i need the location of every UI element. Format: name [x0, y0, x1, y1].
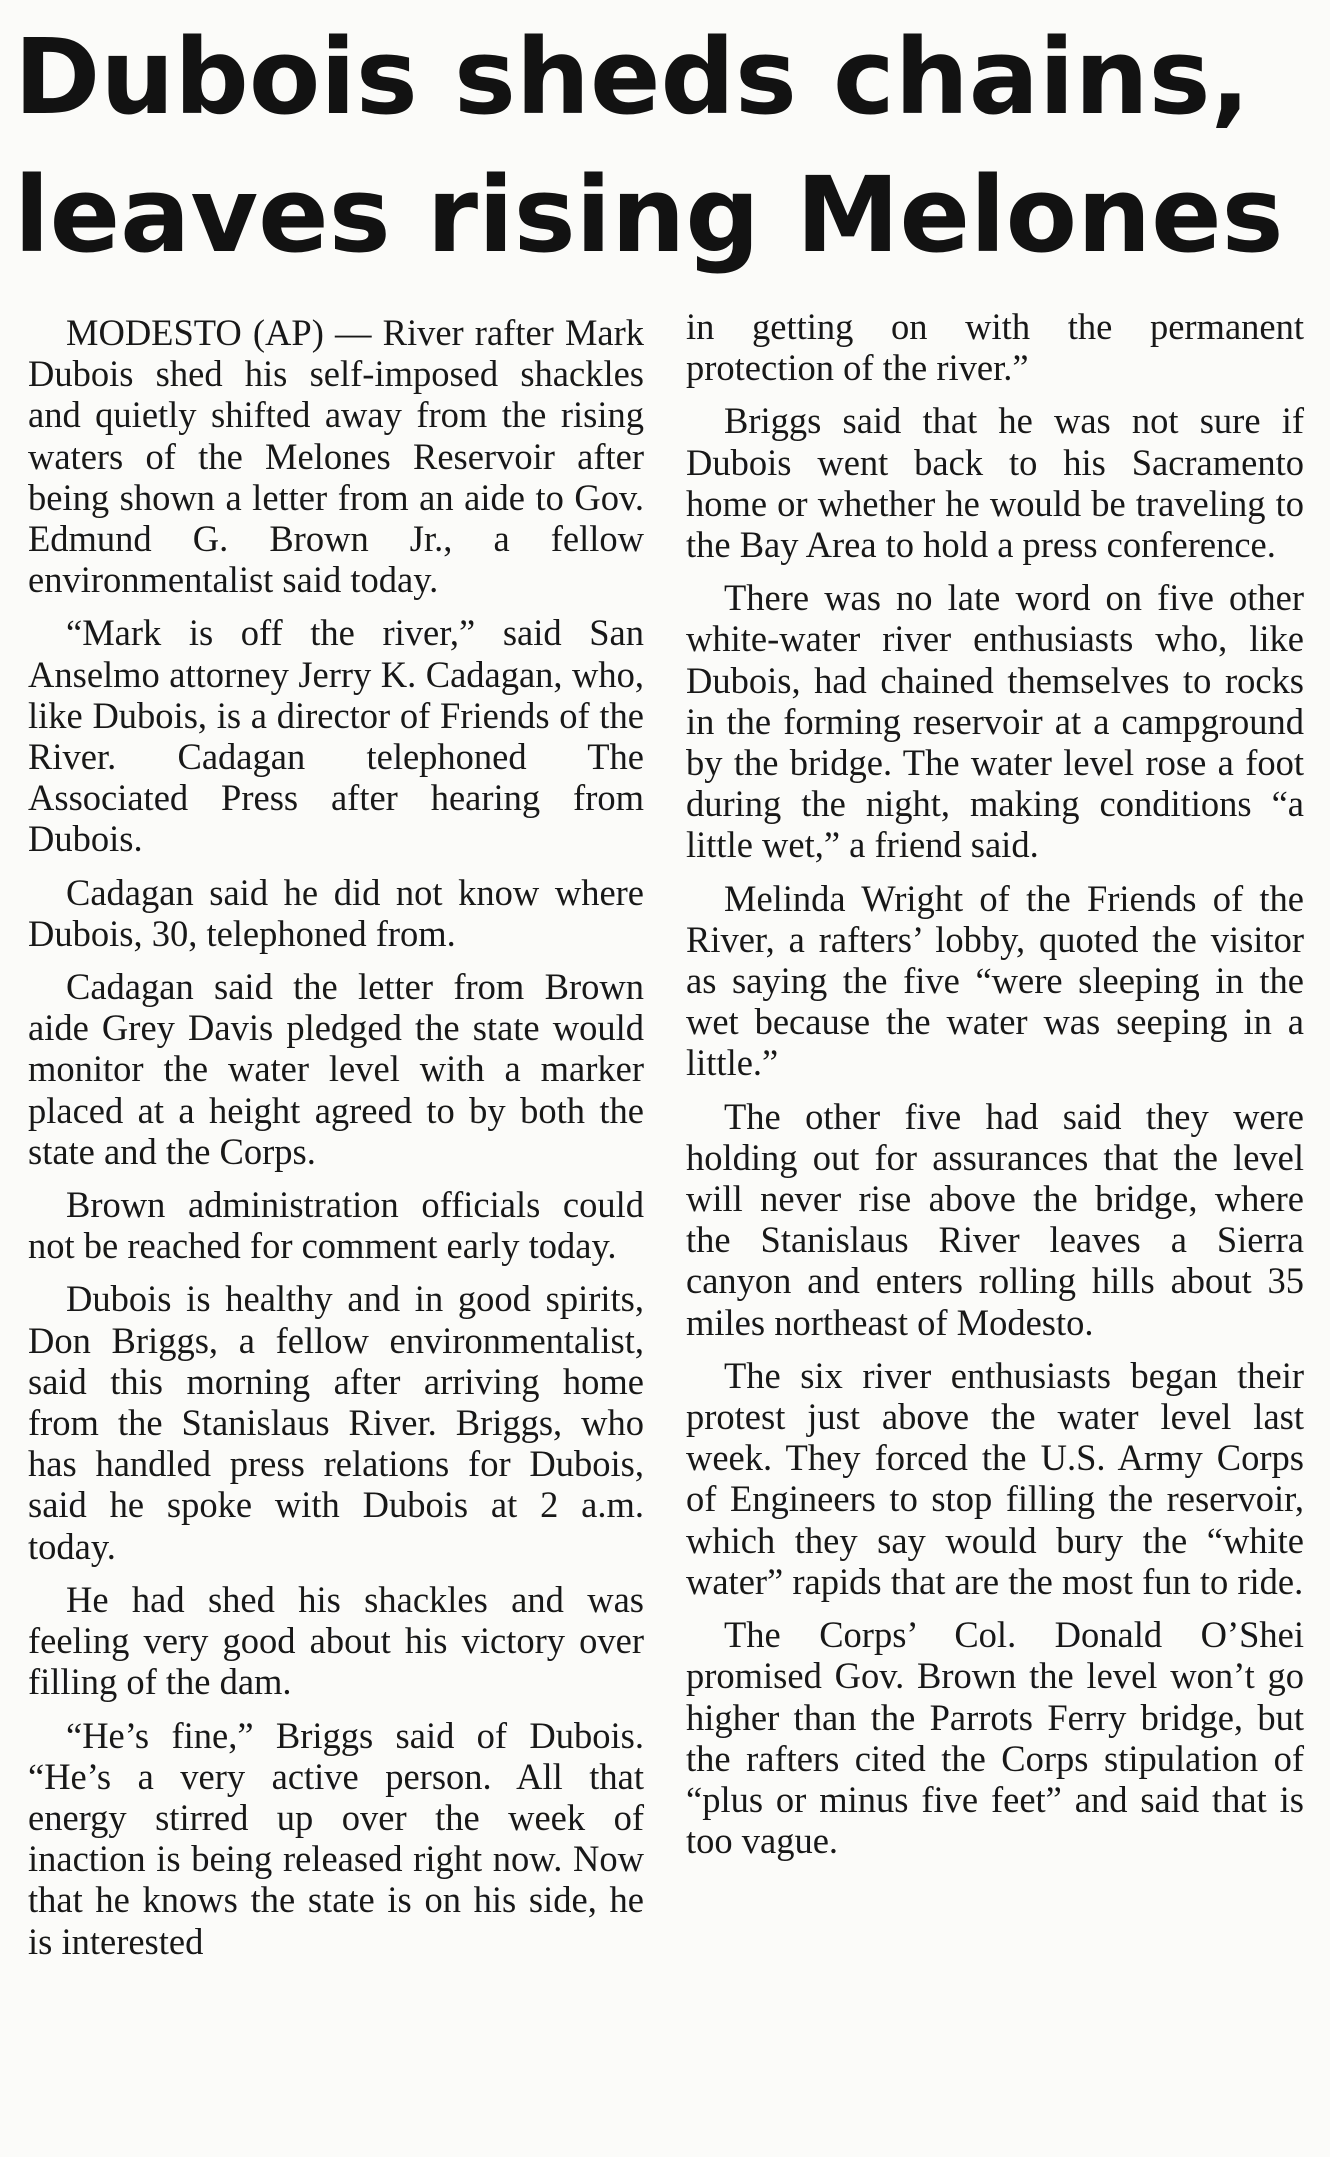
paragraph: He had shed his shackles and was feeling very good about his victory over filling of the dam.: [28, 1578, 644, 1703]
paragraph: “He’s fine,” Briggs said of Dubois. “He’s a very active person. All that energy stirred up over the week of inaction is being released right now. Now that he knows the state is on his side, he is interested: [28, 1714, 644, 1962]
paragraph: Melinda Wright of the Friends of the River, a rafters’ lobby, quoted the visitor as saying the five “were sleeping in the wet because the water was seeping in a little.”: [686, 877, 1304, 1084]
paragraph: Cadagan said the letter from Brown aide Grey Davis pledged the state would monitor the water level with a marker placed at a height agreed to by both the state and the Corps.: [28, 966, 644, 1172]
headline-line-1: Dubois sheds chains,: [14, 16, 1251, 138]
headline-line-2: leaves rising Melones: [14, 154, 1284, 276]
paragraph: The other five had said they were holding out for assurances that the level will never rise above the bridge, where the Stanislaus River leaves a Sierra canyon and enters rolling hills about 35 miles northeast of Modesto.: [686, 1095, 1304, 1343]
paragraph: “Mark is off the river,” said San Anselmo attorney Jerry K. Cadagan, who, like Dubois, is a director of Friends of the River. Cadagan telephoned The Associated Press after hearing from Dubois.: [28, 612, 644, 860]
paragraph: There was no late word on five other white-water river enthusiasts who, like Dubois, had chained themselves to rocks in the forming reservoir at a campground by the bridge. The water level rose a foot during the night, making conditions “a little wet,” a friend said.: [686, 577, 1304, 866]
paragraph: Briggs said that he was not sure if Dubois went back to his Sacramento home or whether he would be traveling to the Bay Area to hold a press conference.: [686, 400, 1304, 566]
paragraph-continuation: in getting on with the permanent protection of the river.”: [686, 306, 1304, 389]
paragraph: Cadagan said he did not know where Dubois, 30, telephoned from.: [28, 871, 644, 954]
right-column: [686, 306, 1304, 1873]
headline: [14, 8, 1314, 284]
paragraph: The six river enthusiasts began their protest just above the water level last week. They forced the U.S. Army Corps of Engineers to stop filling the reservoir, which they say would bury the “white water” rapids that are the most fun to ride.: [686, 1354, 1304, 1602]
paragraph: Dubois is healthy and in good spirits, Don Briggs, a fellow environmentalist, said this morning after arriving home from the Stanislaus River. Briggs, who has handled press relations for Dubois, said he spoke with Dubois at 2 a.m. today.: [28, 1278, 644, 1567]
paragraph: The Corps’ Col. Donald O’Shei promised Gov. Brown the level won’t go higher than the Parrots Ferry bridge, but the rafters cited the Corps stipulation of “plus or minus five feet” and said that is too vague.: [686, 1614, 1304, 1862]
left-column: [28, 312, 644, 1974]
paragraph: Brown administration officials could not be reached for comment early today.: [28, 1184, 644, 1267]
paragraph: MODESTO (AP) — River rafter Mark Dubois shed his self-imposed shackles and quietly shifted away from the rising waters of the Melones Reservoir after being shown a letter from an aide to Gov. Edmund G. Brown Jr., a fellow environmentalist said today.: [28, 312, 644, 601]
